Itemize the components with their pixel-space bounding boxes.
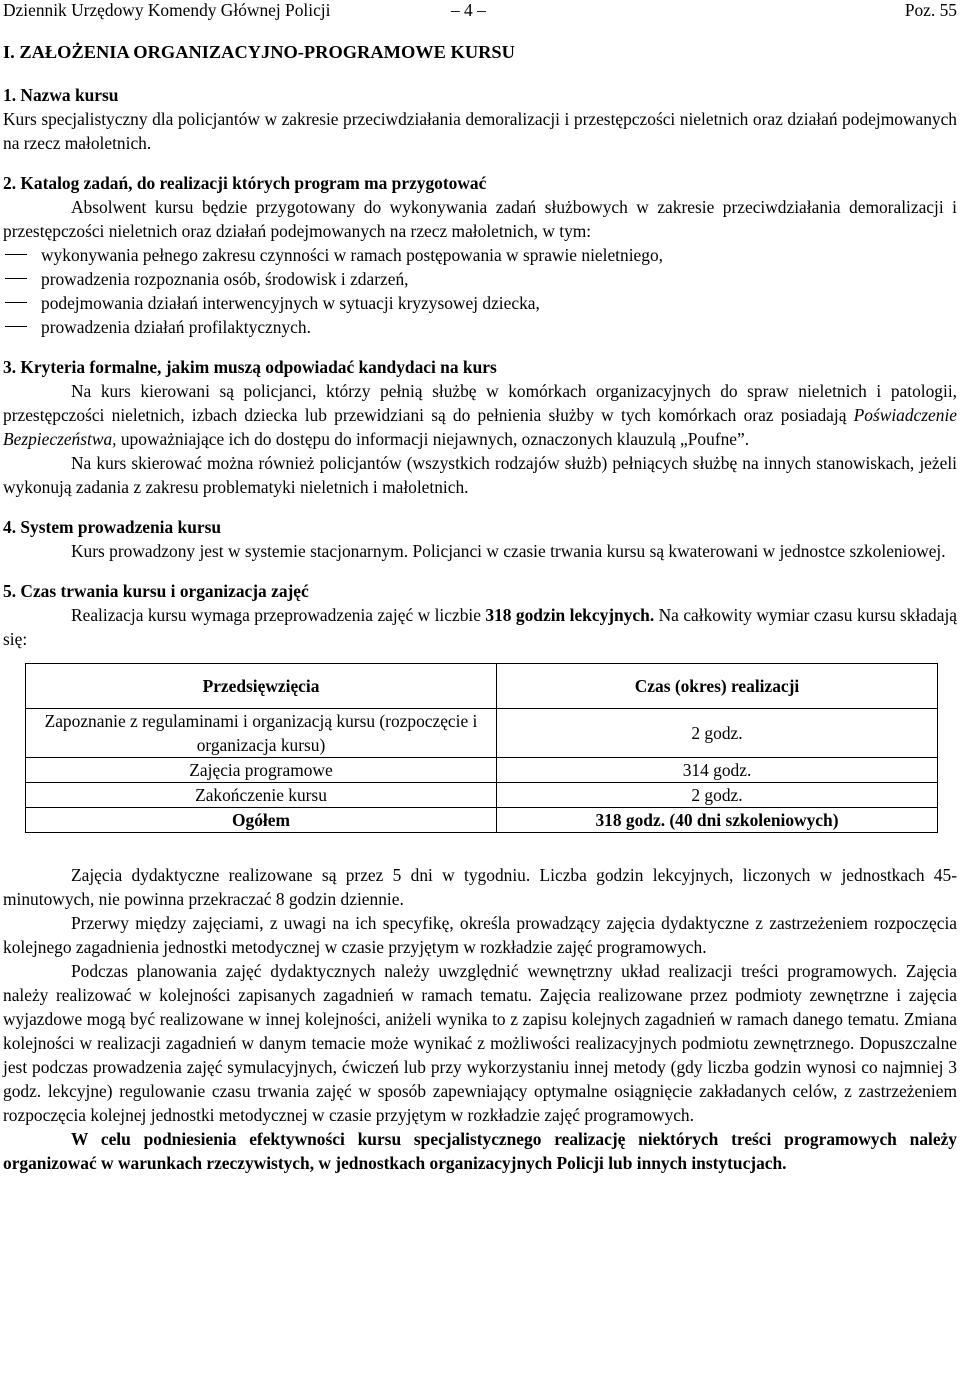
section-5-paragraph-4: W celu podniesienia efektywności kursu specjalistycznego realizację niektórych treści programowych należy organizować w warunkach rzeczywistych, w jednostkach organizacyjnych Policji lub innych instytucjach. (3, 1129, 957, 1173)
column-header-activities: Przedsięwzięcia (26, 664, 497, 709)
section-5-paragraph-2: Przerwy między zajęciami, z uwagi na ich specyfikę, określa prowadzący zajęcia dydaktyczne z zastrzeżeniem rozpoczęcia kolejnego zagadnienia jednostki metodycznej w czasie przyjętym w rozkładzie zajęć programowych. (3, 913, 957, 957)
section-5-paragraph-1: Zajęcia dydaktyczne realizowane są przez 5 dni w tygodniu. Liczba godzin lekcyjnych, liczonych w jednostkach 45-minutowych, nie powinna przekraczać 8 godzin dziennie. (3, 865, 957, 909)
security-clearance-term: Poświadczenie Bezpieczeństwa, (3, 405, 957, 449)
header-journal-name: Dziennik Urzędowy Komendy Głównej Policji (3, 0, 331, 20)
table-total-row (26, 808, 938, 833)
section-3-paragraph-2: Na kurs skierować można również policjantów (wszystkich rodzajów służb) pełniących służbę na innych stanowiskach, jeżeli wykonują zadania z zakresu problematyki nieletnich i małoletnich. (3, 453, 957, 497)
document-title: I. ZAŁOŻENIA ORGANIZACYJNO-PROGRAMOWE KURSU (3, 42, 515, 62)
section-5-paragraph-3: Podczas planowania zajęć dydaktycznych należy uwzględnić wewnętrzny układ realizacji treści programowych. Zajęcia należy realizować w kolejności zapisanych zagadnień w ramach tematu. Zajęcia realizowane przez podmioty zewnętrzne i zajęcia wyjazdowe mogą być realizowane w innej kolejności, aniżeli wynika to z zapisu kolejnych zagadnień w ramach danego tematu. Zmiana kolejności w realizacji zagadnień w danym temacie może wynikać z możliwości realizacyjnych podmiotu zewnętrznego. Dopuszczalne jest podczas prowadzenia zajęć symulacyjnych, ćwiczeń lub przy wykorzystaniu innej metody (gdy liczba godzin wynosi co najmniej 3 godz. lekcyjne) regulowanie czasu trwania zajęć w sposób zapewniający optymalne osiągnięcie zakładanych celów, z zastrzeżeniem rozpoczęcia kolejnej jednostki metodycznej w czasie przyjętym w rozkładzie zajęć programowych. (3, 961, 957, 1125)
list-item: prowadzenia rozpoznania osób, środowisk i zdarzeń, (3, 267, 957, 291)
list-item: prowadzenia działań profilaktycznych. (3, 315, 957, 339)
document-body (3, 40, 957, 1175)
section-2 (3, 171, 957, 339)
table-cell-duration: 2 godz. (497, 709, 938, 758)
table-cell-activity: Zakończenie kursu (26, 783, 497, 808)
section-5-intro (3, 603, 957, 651)
section-1 (3, 83, 957, 155)
table-header-row (26, 664, 938, 709)
table-total-label: Ogółem (26, 808, 497, 833)
page-header (3, 0, 957, 22)
column-header-duration: Czas (okres) realizacji (497, 664, 938, 709)
section-3-p1-end: upoważniające ich do dostępu do informacji niejawnych, oznaczonych klauzulą „Poufne”. (116, 429, 750, 449)
section-3-heading: 3. Kryteria formalne, jakim muszą odpowiadać kandydaci na kurs (3, 357, 497, 377)
table-row (26, 709, 938, 758)
section-2-heading: 2. Katalog zadań, do realizacji których program ma przygotować (3, 173, 487, 193)
section-4 (3, 515, 957, 563)
section-3-p1-start: Na kurs kierowani są policjanci, którzy pełnią służbę w komórkach organizacyjnych do spraw nieletnich i patologii, przestępczości nieletnich, izbach dziecka lub przewidziani są do pełnienia służby w tych komórkach oraz posiadają (3, 381, 957, 425)
table-row (26, 783, 938, 808)
section-3 (3, 355, 957, 499)
table-total-value: 318 godz. (40 dni szkoleniowych) (497, 808, 938, 833)
section-5-intro-start: Realizacja kursu wymaga przeprowadzenia zajęć w liczbie (71, 605, 486, 625)
table-cell-duration: 314 godz. (497, 758, 938, 783)
section-4-text: Kurs prowadzony jest w systemie stacjonarnym. Policjanci w czasie trwania kursu są kwaterowani w jednostce szkoleniowej. (71, 541, 946, 561)
section-5-intro-end: Na całkowity wymiar czasu kursu składają się: (3, 605, 957, 649)
list-item: podejmowania działań interwencyjnych w sytuacji kryzysowej dziecka, (3, 291, 957, 315)
section-5 (3, 579, 957, 1175)
section-4-heading: 4. System prowadzenia kursu (3, 517, 222, 537)
section-1-heading: 1. Nazwa kursu (3, 85, 119, 105)
table-cell-duration: 2 godz. (497, 783, 938, 808)
total-hours-highlight: 318 godzin lekcyjnych. (485, 605, 655, 625)
table-cell-activity: Zapoznanie z regulaminami i organizacją kursu (rozpoczęcie i organizacja kursu) (26, 709, 497, 758)
section-1-text: Kurs specjalistyczny dla policjantów w zakresie przeciwdziałania demoralizacji i przestępczości nieletnich oraz działań podejmowanych na rzecz małoletnich. (3, 109, 957, 153)
list-item: wykonywania pełnego zakresu czynności w ramach postępowania w sprawie nieletniego, (3, 243, 957, 267)
section-5-heading: 5. Czas trwania kursu i organizacja zajęć (3, 581, 309, 601)
table-row (26, 758, 938, 783)
section-3-paragraph-1 (3, 379, 957, 451)
schedule-table (25, 663, 938, 833)
section-2-text: Absolwent kursu będzie przygotowany do wykonywania zadań służbowych w zakresie przeciwdziałania demoralizacji i przestępczości nieletnich oraz działań podejmowanych na rzecz małoletnich, w tym: (3, 197, 957, 241)
header-page-number: – 4 – (451, 0, 486, 20)
table-cell-activity: Zajęcia programowe (26, 758, 497, 783)
section-2-task-list (3, 243, 957, 339)
header-position: Poz. 55 (904, 0, 957, 20)
